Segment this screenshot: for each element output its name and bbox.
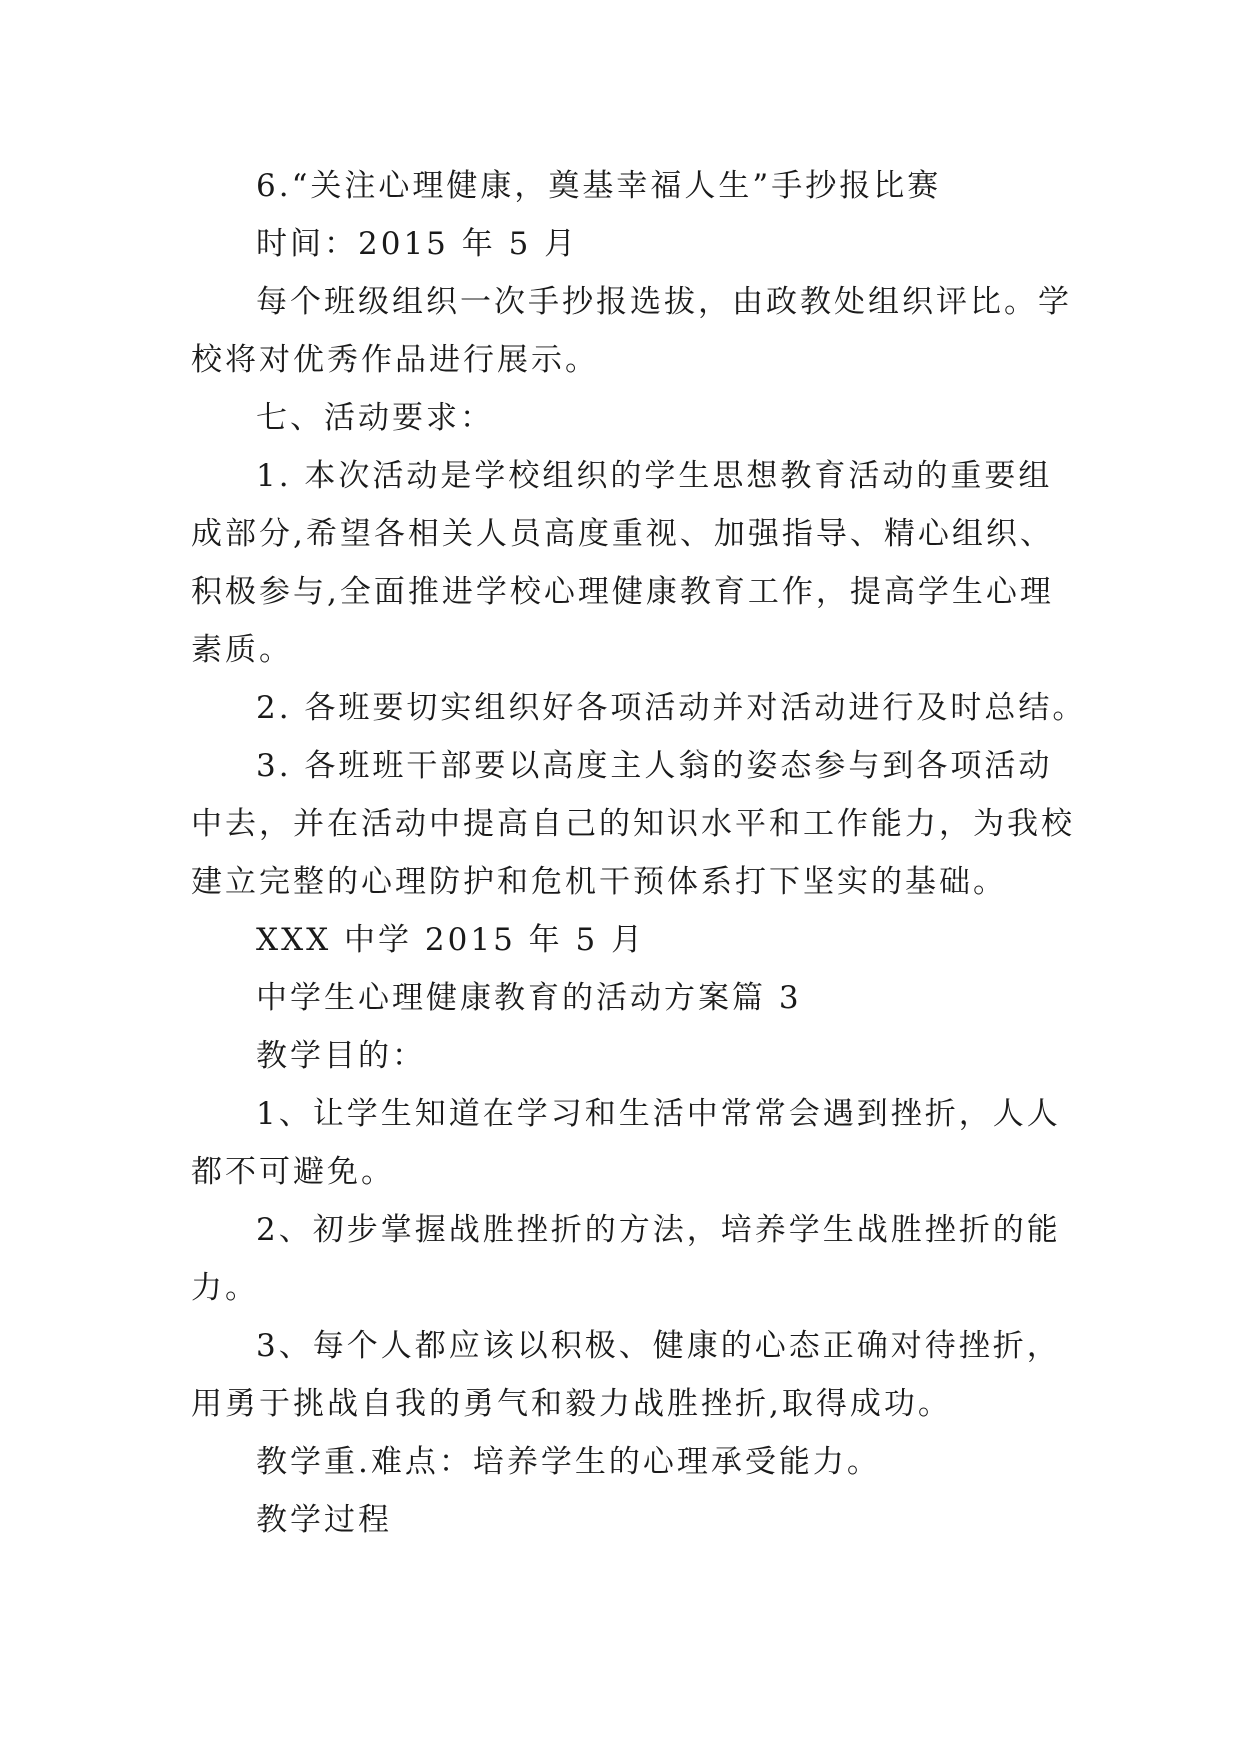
text-line: 1、让学生知道在学习和生活中常常会遇到挫折，人人 <box>256 1096 1061 1132</box>
text-line: 3. 各班班干部要以高度主人翁的姿态参与到各项活动 <box>256 748 1053 784</box>
text-line: 6.“关注心理健康，奠基幸福人生”手抄报比赛 <box>256 168 942 204</box>
text-line: 校将对优秀作品进行展示。 <box>191 342 599 378</box>
text-line: 教学目的： <box>256 1038 426 1074</box>
text-line: 3、每个人都应该以积极、健康的心态正确对待挫折， <box>256 1328 1061 1364</box>
text-line: 素质。 <box>191 632 293 668</box>
text-line: 积极参与,全面推进学校心理健康教育工作，提高学生心理 <box>191 574 1054 610</box>
text-line: 教学过程 <box>256 1502 392 1538</box>
text-line: 时间：2015 年 5 月 <box>256 226 579 262</box>
text-line: 七、活动要求： <box>256 400 494 436</box>
text-line: 建立完整的心理防护和危机干预体系打下坚实的基础。 <box>191 864 1007 900</box>
text-line: 2、初步掌握战胜挫折的方法，培养学生战胜挫折的能 <box>256 1212 1061 1248</box>
text-line: 1. 本次活动是学校组织的学生思想教育活动的重要组 <box>256 458 1053 494</box>
text-line: 教学重.难点：培养学生的心理承受能力。 <box>256 1444 881 1480</box>
text-line: 2. 各班要切实组织好各项活动并对活动进行及时总结。 <box>256 690 1087 726</box>
text-line: 都不可避免。 <box>191 1154 395 1190</box>
text-line: XXX 中学 2015 年 5 月 <box>256 922 646 958</box>
text-line: 每个班级组织一次手抄报选拔，由政教处组织评比。学 <box>256 284 1072 320</box>
text-line: 用勇于挑战自我的勇气和毅力战胜挫折,取得成功。 <box>191 1386 952 1422</box>
text-line: 中学生心理健康教育的活动方案篇 3 <box>256 980 802 1016</box>
text-line: 中去，并在活动中提高自己的知识水平和工作能力，为我校 <box>191 806 1075 842</box>
text-line: 力。 <box>191 1270 259 1306</box>
text-line: 成部分,希望各相关人员高度重视、加强指导、精心组织、 <box>191 516 1054 552</box>
